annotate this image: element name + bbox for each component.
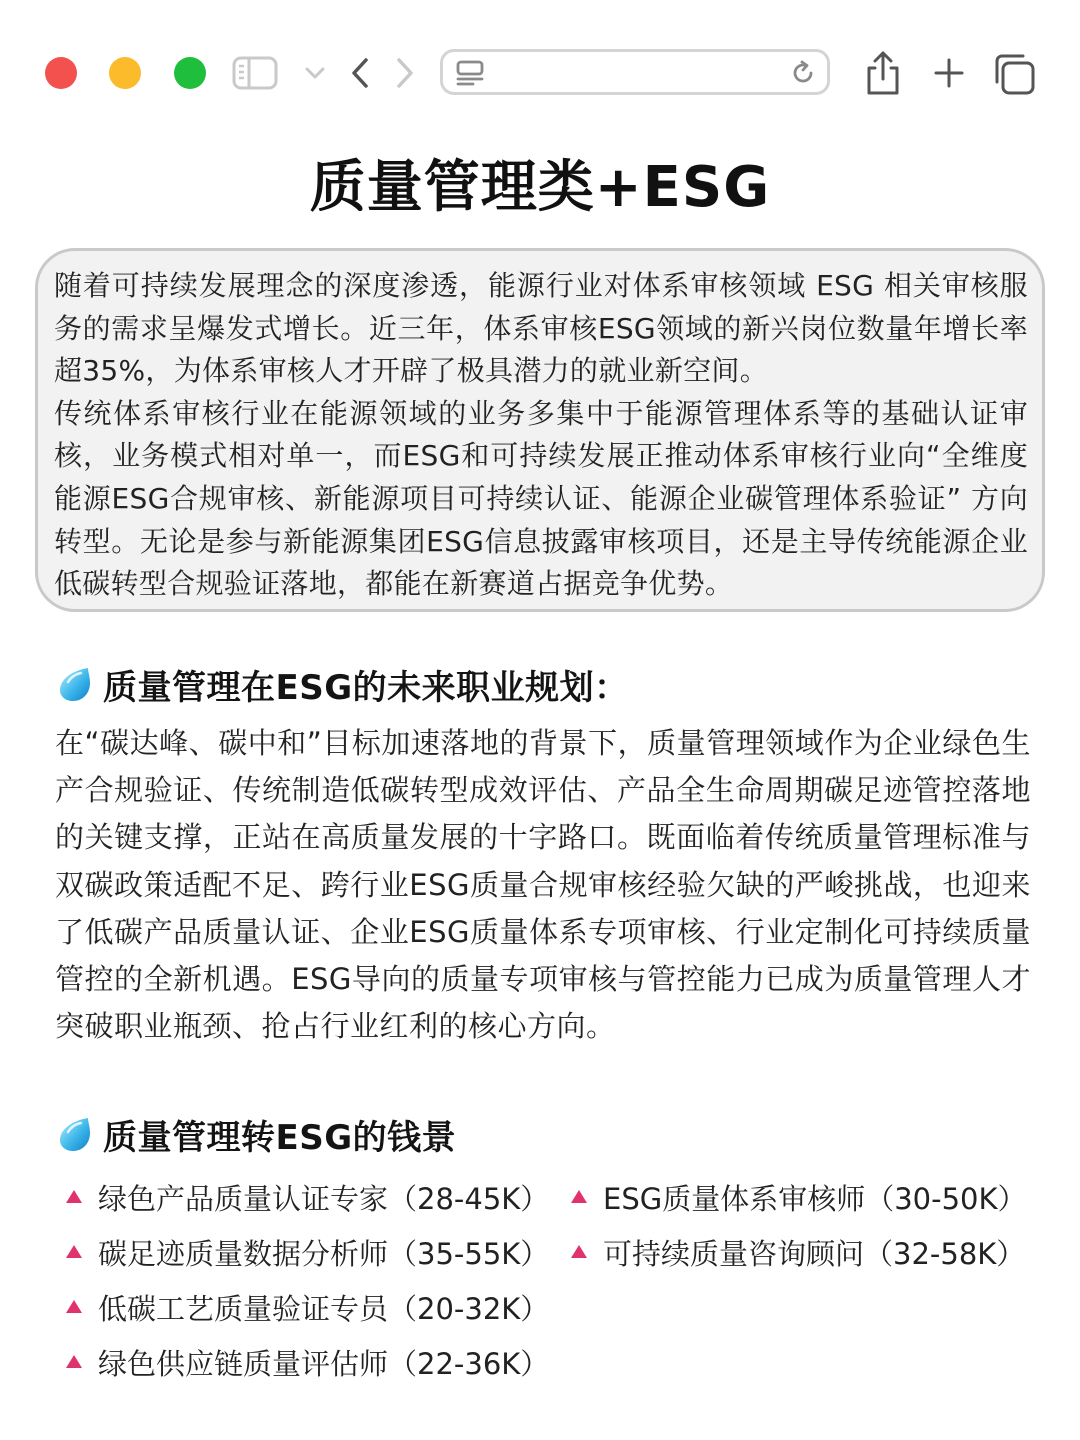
job-label: ESG质量体系审核师（30-50K） [603,1181,1027,1216]
list-item [571,1172,1027,1222]
new-tab-icon[interactable] [930,54,968,92]
job-label: 碳足迹质量数据分析师（35-55K） [98,1236,550,1271]
triangle-bullet-icon [66,1245,82,1258]
job-label: 绿色供应链质量评估师（22-36K） [98,1346,550,1381]
share-icon[interactable] [858,48,908,98]
triangle-bullet-icon [571,1190,587,1203]
page-title: 质量管理类+ESG [309,155,771,220]
jobs-section-heading [55,1106,456,1162]
intro-paragraph: 随着可持续发展理念的深度渗透，能源行业对体系审核领域 ESG 相关审核服务的需求呈爆发式增长。近三年，体系审核ESG领域的新兴岗位数量年增长率超35%，为体系审核人才开辟了极具潜力的就业新空间。 [54,269,1028,388]
list-item [66,1282,549,1332]
list-item [66,1337,549,1387]
sidebar-icon[interactable] [232,54,278,92]
jobs-heading: 质量管理转ESG的钱景 [103,1117,457,1158]
list-item [571,1227,1025,1277]
water-drop-icon [55,664,95,704]
back-icon[interactable] [346,54,376,92]
chevron-down-icon[interactable] [302,54,328,92]
close-window-button[interactable] [45,57,77,89]
triangle-bullet-icon [66,1300,82,1313]
reload-icon[interactable] [789,59,817,91]
career-section-heading [55,656,629,712]
site-icon [455,59,487,91]
forward-icon[interactable] [390,54,420,92]
job-label: 可持续质量咨询顾问（32-58K） [603,1236,1026,1271]
browser-toolbar [0,40,1080,106]
job-label: 低碳工艺质量验证专员（20-32K） [98,1291,550,1326]
minimize-window-button[interactable] [109,57,141,89]
list-item [66,1172,549,1222]
career-heading: 质量管理在ESG的未来职业规划： [103,667,629,708]
triangle-bullet-icon [571,1245,587,1258]
job-label: 绿色产品质量认证专家（28-45K） [98,1181,550,1216]
water-drop-icon [55,1114,95,1154]
triangle-bullet-icon [66,1190,82,1203]
tabs-overview-icon[interactable] [992,52,1036,96]
list-item [66,1227,549,1277]
triangle-bullet-icon [66,1355,82,1368]
intro-paragraph-2: 传统体系审核行业在能源领域的业务多集中于能源管理体系等的基础认证审核，业务模式相对单一，而ESG和可持续发展正推动体系审核行业向“全维度能源ESG合规审核、新能源项目可持续认证、能源企业碳管理体系验证” 方向转型。无论是参与新能源集团ESG信息披露审核项目，还是主导传统能源企业低碳转型合规验证落地，都能在新赛道占据竞争优势。 [54,396,1028,601]
intro-box [35,248,1045,612]
career-body: 在“碳达峰、碳中和”目标加速落地的背景下，质量管理领域作为企业绿色生产合规验证、传统制造低碳转型成效评估、产品全生命周期碳足迹管控落地的关键支撑，正站在高质量发展的十字路口。既面临着传统质量管理标准与双碳政策适配不足、跨行业ESG质量合规审核经验欠缺的严峻挑战，也迎来了低碳产品质量认证、企业ESG质量体系专项审核、行业定制化可持续质量管控的全新机遇。ESG导向的质量专项审核与管控能力已成为质量管理人才突破职业瓶颈、抢占行业红利的核心方向。 [55,726,1031,1044]
address-bar[interactable] [440,49,830,95]
maximize-window-button[interactable] [174,57,206,89]
